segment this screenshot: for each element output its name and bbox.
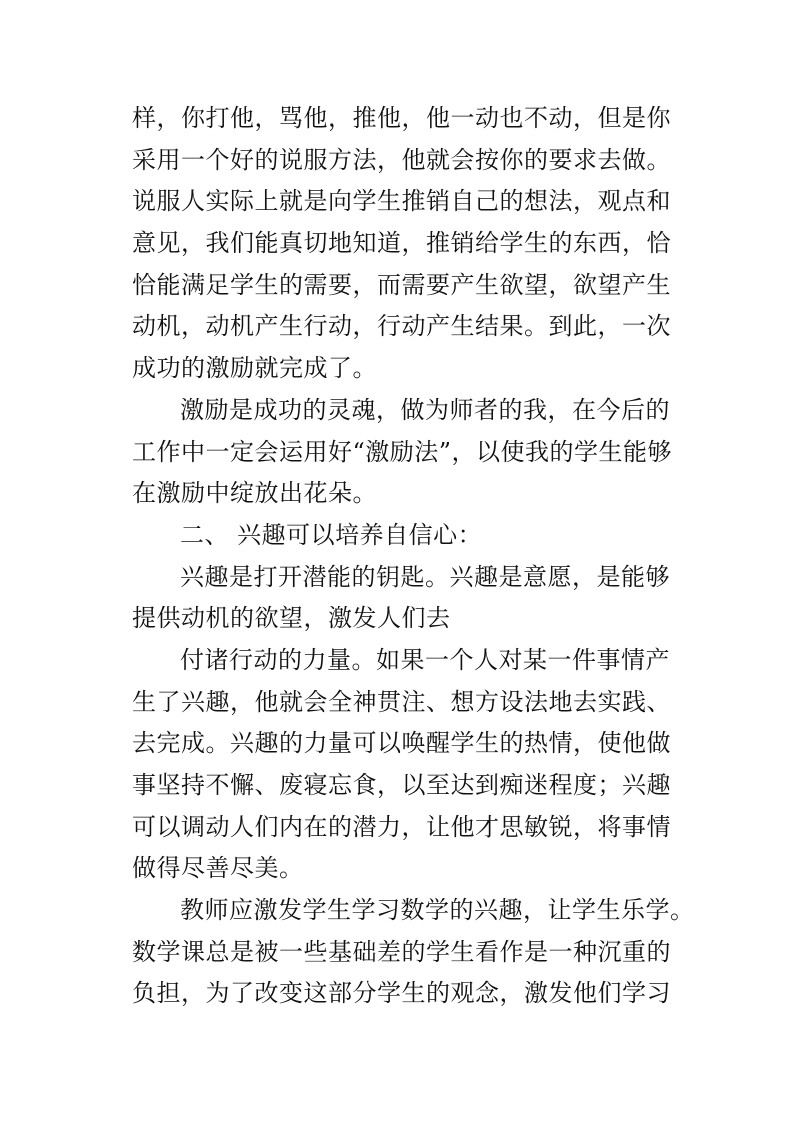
text-line: 事坚持不懈、废寝忘食，以至达到痴迷程度；兴趣 xyxy=(132,771,671,799)
text-line: 意见，我们能真切地知道，推销给学生的东西，恰 xyxy=(132,229,671,258)
text-line: 动机，动机产生行动，行动产生结果。到此，一次 xyxy=(132,312,671,341)
section-heading: 二、 兴趣可以培养自信心： xyxy=(180,520,483,549)
text-line: 工作中一定会运用好“激励法”，以使我的学生能够 xyxy=(132,437,673,466)
text-line: 说服人实际上就是向学生推销自己的想法，观点和 xyxy=(132,187,671,216)
text-line: 提供动机的欲望，激发人们去 xyxy=(132,604,451,633)
text-line: 教师应激发学生学习数学的兴趣，让学生乐学。 xyxy=(180,896,695,925)
text-line: 成功的激励就完成了。 xyxy=(132,354,377,383)
text-line: 去完成。兴趣的力量可以唤醒学生的热情，使他做 xyxy=(132,729,671,758)
text-line: 付诸行动的力量。如果一个人对某一件事情产 xyxy=(180,645,670,674)
text-line: 负担，为了改变这部分学生的观念，激发他们学习 xyxy=(132,979,671,1008)
body-text xyxy=(132,98,695,1015)
text-line: 恰能满足学生的需要，而需要产生欲望，欲望产生 xyxy=(132,270,671,299)
text-line: 可以调动人们内在的潜力，让他才思敏锐，将事情 xyxy=(132,812,671,841)
text-line: 兴趣是打开潜能的钥匙。兴趣是意愿，是能够 xyxy=(180,562,670,591)
text-line: 生了兴趣，他就会全神贯注、想方设法地去实践、 xyxy=(132,687,671,716)
text-line: 样，你打他，骂他，推他，他一动也不动，但是你 xyxy=(132,104,671,132)
text-line: 做得尽善尽美。 xyxy=(132,854,304,883)
text-line: 在激励中绽放出花朵。 xyxy=(132,479,377,508)
text-line: 激励是成功的灵魂，做为师者的我，在今后的 xyxy=(180,395,670,424)
text-line: 数学课总是被一些基础差的学生看作是一种沉重的 xyxy=(132,937,671,966)
text-line: 采用一个好的说服方法，他就会按你的要求去做。 xyxy=(132,145,671,174)
